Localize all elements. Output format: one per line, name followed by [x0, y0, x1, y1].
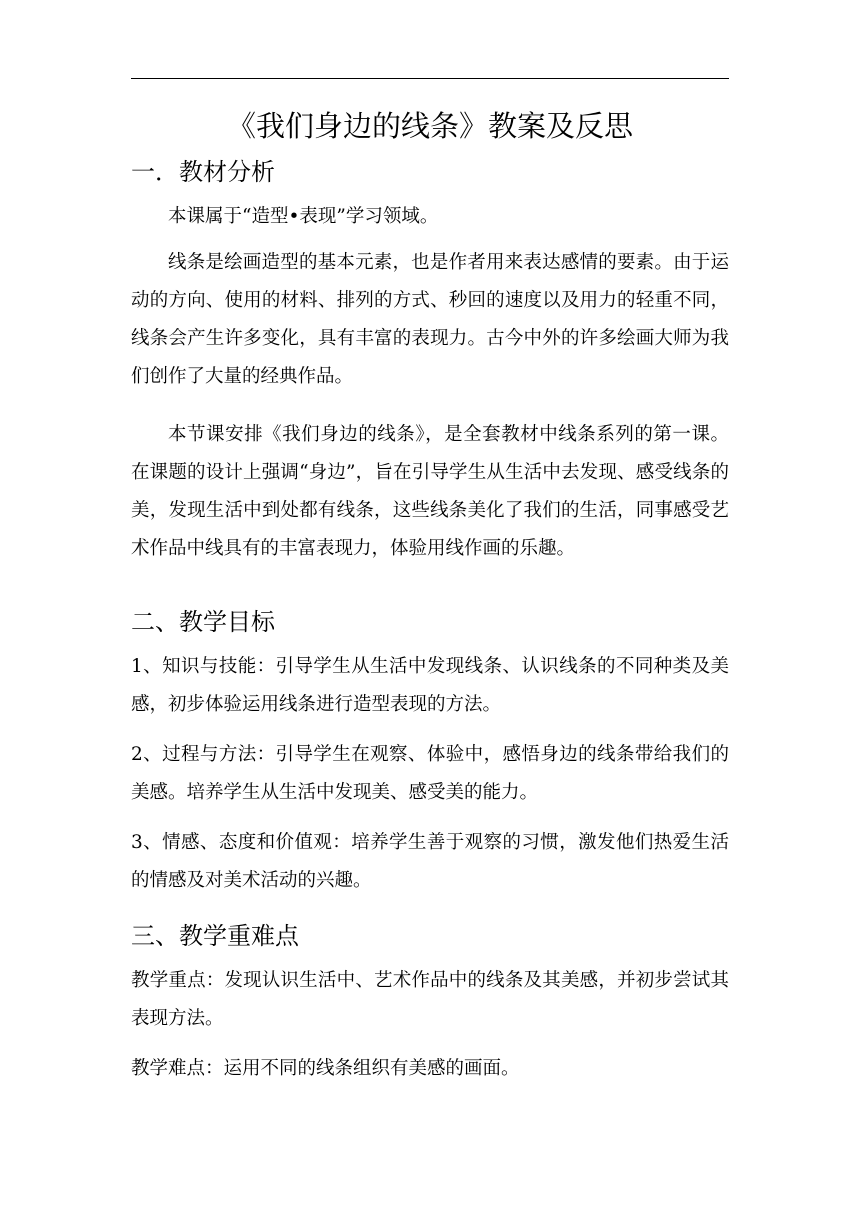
paragraph-1-1: 本课属于“造型•表现”学习领域。: [168, 206, 439, 227]
paragraph-2-1: 1、知识与技能：引导学生从生活中发现线条、认识线条的不同种类及美感，初步体验运用线条进行造型表现的方法。: [131, 656, 729, 715]
header-rule: [131, 78, 729, 79]
section-heading-3: 三、教学重难点: [131, 922, 299, 950]
paragraph-2-2: 2、过程与方法：引导学生在观察、体验中，感悟身边的线条带给我们的美感。培养学生从生活中发现美、感受美的能力。: [131, 744, 729, 803]
section-heading-2: 二、教学目标: [131, 608, 275, 636]
section-heading-1: 一．教材分析: [131, 158, 275, 186]
paragraph-1-3: 本节课安排《我们身边的线条》，是全套教材中线条系列的第一课。在课题的设计上强调“身边”，旨在引导学生从生活中去发现、感受线条的美，发现生活中到处都有线条，这些线条美化了我们的生活，同事感受艺术作品中线具有的丰富表现力，体验用线作画的乐趣。: [131, 424, 729, 559]
paragraph-3-1: 教学重点：发现认识生活中、艺术作品中的线条及其美感，并初步尝试其表现方法。: [131, 970, 729, 1029]
paragraph-3-2: 教学难点：运用不同的线条组织有美感的画面。: [131, 1058, 520, 1079]
document-title: 《我们身边的线条》教案及反思: [226, 109, 633, 143]
paragraph-2-3: 3、情感、态度和价值观：培养学生善于观察的习惯，激发他们热爱生活的情感及对美术活动的兴趣。: [131, 832, 729, 891]
paragraph-1-2: 线条是绘画造型的基本元素，也是作者用来表达感情的要素。由于运动的方向、使用的材料、排列的方式、秒回的速度以及用力的轻重不同，线条会产生许多变化，具有丰富的表现力。古今中外的许多绘画大师为我们创作了大量的经典作品。: [131, 252, 729, 387]
